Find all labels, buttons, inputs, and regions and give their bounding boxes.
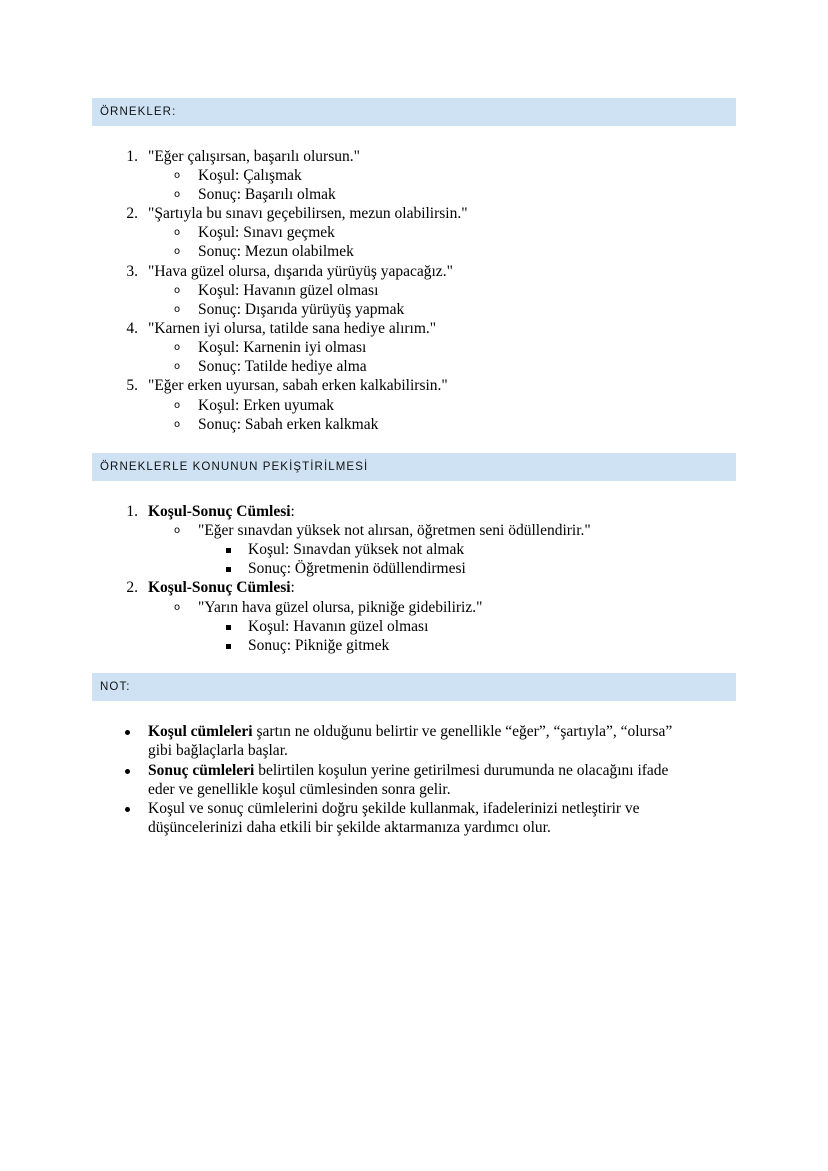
note-line: gibi bağlaçlarla başlar. — [148, 742, 288, 759]
heading-colon: : — [290, 579, 295, 596]
note-line: eder ve genellikle koşul cümlesinden sonra gelir. — [148, 781, 451, 798]
example-condition: Koşul: Sınavı geçmek — [198, 224, 335, 241]
round-bullet-icon — [125, 769, 130, 774]
list-number: 3. — [126, 263, 138, 280]
note-bold-term: Sonuç cümleleri — [148, 762, 255, 779]
circle-bullet-icon: o — [174, 361, 181, 372]
section-header-examples: ÖRNEKLER: — [92, 98, 736, 126]
note-bold-term: Koşul cümleleri — [148, 723, 253, 740]
circle-bullet-icon: o — [174, 227, 181, 238]
list-number: 2. — [126, 205, 138, 222]
note-line: düşüncelerinizi daha etkili bir şekilde aktarmanıza yardımcı olur. — [148, 819, 551, 836]
circle-bullet-icon: o — [174, 602, 181, 613]
circle-bullet-icon: o — [174, 304, 181, 315]
reinforce-sentence: "Eğer sınavdan yüksek not alırsan, öğretmen seni ödüllendirir." — [198, 522, 591, 539]
example-sentence: "Karnen iyi olursa, tatilde sana hediye alırım." — [148, 320, 437, 337]
circle-bullet-icon: o — [174, 285, 181, 296]
circle-bullet-icon: o — [174, 419, 181, 430]
circle-bullet-icon: o — [174, 170, 181, 181]
reinforce-heading-bold: Koşul-Sonuç Cümlesi — [148, 503, 291, 520]
note-text: belirtilen koşulun yerine getirilmesi durumunda ne olacağını ifade — [254, 762, 669, 779]
example-condition: Koşul: Havanın güzel olması — [198, 282, 379, 299]
example-result: Sonuç: Tatilde hediye alma — [198, 358, 367, 375]
example-condition: Koşul: Erken uyumak — [198, 397, 335, 414]
note-line — [148, 761, 668, 780]
reinforce-heading-bold: Koşul-Sonuç Cümlesi — [148, 579, 291, 596]
square-bullet-icon — [226, 567, 231, 572]
example-result: Sonuç: Dışarıda yürüyüş yapmak — [198, 301, 405, 318]
round-bullet-icon — [125, 730, 130, 735]
list-number: 1. — [126, 148, 138, 165]
circle-bullet-icon: o — [174, 400, 181, 411]
list-number: 1. — [126, 503, 138, 520]
list-number: 4. — [126, 320, 138, 337]
reinforce-result: Sonuç: Öğretmenin ödüllendirmesi — [248, 560, 466, 577]
reinforce-condition: Koşul: Havanın güzel olması — [248, 618, 429, 635]
circle-bullet-icon: o — [174, 525, 181, 536]
square-bullet-icon — [226, 644, 231, 649]
example-condition: Koşul: Karnenin iyi olması — [198, 339, 367, 356]
note-text: şartın ne olduğunu belirtir ve genellikle “eğer”, “şartıyla”, “olursa” — [252, 723, 673, 740]
circle-bullet-icon: o — [174, 342, 181, 353]
example-result: Sonuç: Sabah erken kalkmak — [198, 416, 379, 433]
square-bullet-icon — [226, 625, 231, 630]
reinforce-condition: Koşul: Sınavdan yüksek not almak — [248, 541, 465, 558]
example-sentence: "Eğer çalışırsan, başarılı olursun." — [148, 148, 360, 165]
section-header-note: NOT: — [92, 673, 736, 701]
example-result: Sonuç: Mezun olabilmek — [198, 243, 354, 260]
section-header-reinforce: ÖRNEKLERLE KONUNUN PEKİŞTİRİLMESİ — [92, 453, 736, 481]
reinforce-heading — [148, 502, 295, 521]
heading-colon: : — [290, 503, 295, 520]
list-number: 2. — [126, 579, 138, 596]
circle-bullet-icon: o — [174, 246, 181, 257]
example-sentence: "Hava güzel olursa, dışarıda yürüyüş yapacağız." — [148, 263, 453, 280]
example-result: Sonuç: Başarılı olmak — [198, 186, 336, 203]
note-line: Koşul ve sonuç cümlelerini doğru şekilde kullanmak, ifadelerinizi netleştirir ve — [148, 800, 640, 817]
reinforce-heading — [148, 578, 295, 597]
example-sentence: "Eğer erken uyursan, sabah erken kalkabilirsin." — [148, 377, 448, 394]
square-bullet-icon — [226, 548, 231, 553]
reinforce-result: Sonuç: Pikniğe gitmek — [248, 637, 390, 654]
circle-bullet-icon: o — [174, 189, 181, 200]
list-number: 5. — [126, 377, 138, 394]
reinforce-sentence: "Yarın hava güzel olursa, pikniğe gidebiliriz." — [198, 599, 483, 616]
note-line — [148, 722, 672, 741]
example-sentence: "Şartıyla bu sınavı geçebilirsen, mezun olabilirsin." — [148, 205, 468, 222]
example-condition: Koşul: Çalışmak — [198, 167, 302, 184]
round-bullet-icon — [125, 807, 130, 812]
